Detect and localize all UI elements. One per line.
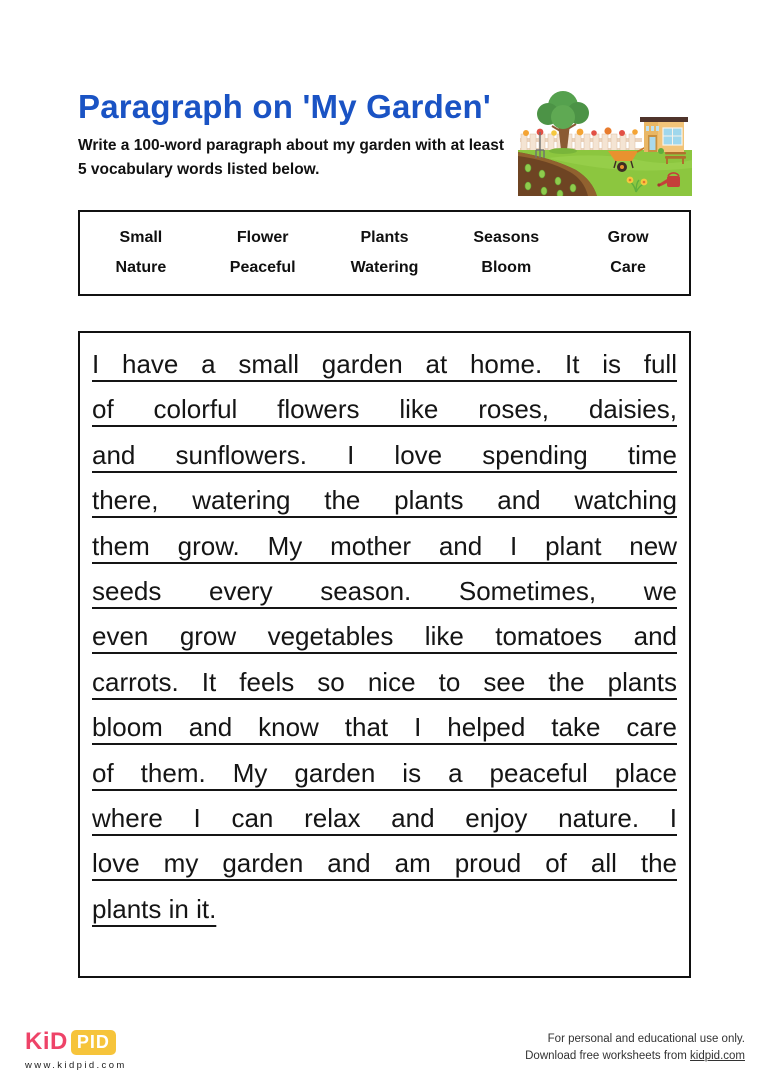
paragraph-line: carrots. It feels so nice to see the plants [92,666,677,697]
vocab-word: Grow [607,228,649,246]
vocab-word: Seasons [473,228,540,246]
paragraph-line: of colorful flowers like roses, daisies, [92,394,677,425]
paragraph-line: of them. My garden is a peaceful place [92,757,677,788]
usage-note-line-2 [525,1048,745,1065]
vocab-word: Nature [115,259,167,277]
logo-pid-badge: PID [71,1030,116,1055]
paragraph-line: there, watering the plants and watching [92,485,677,516]
paragraph-lines [92,342,677,932]
usage-note-line-1: For personal and educational use only. [547,1033,745,1045]
vocabulary-box [78,210,691,296]
kidpid-logo [25,1028,127,1071]
vocab-word: Bloom [481,259,532,277]
vocab-word: Care [610,259,646,277]
garden-scene-illustration [518,88,692,196]
paragraph-line: I have a small garden at home. It is full [92,349,677,379]
paragraph-line: them grow. My mother and I plant new [92,530,677,561]
kidpid-link[interactable]: kidpid.com [690,1049,745,1062]
paragraph-line: where I can relax and enjoy nature. I [92,803,677,834]
paragraph-line: bloom and know that I helped take care [92,712,677,743]
paragraph-line: even grow vegetables like tomatoes and [92,621,677,652]
logo-website-text: www.kidpid.com [25,1060,127,1071]
usage-note [525,1031,745,1064]
vocab-word: Plants [360,228,409,246]
vocabulary-row-2 [80,259,689,277]
logo-kid-text: KiD [25,1028,68,1055]
paragraph-line: plants in it. [92,893,217,924]
vocab-word: Small [119,228,163,246]
page-title: Paragraph on 'My Garden' [78,88,491,125]
instructions-line-2: 5 vocabulary words listed below. [78,161,320,178]
kidpid-logo-mark [25,1028,127,1056]
vocab-word: Peaceful [229,259,296,277]
vocabulary-row-1 [80,229,689,247]
paragraph-box [78,331,691,978]
house-icon [640,117,688,154]
instructions [78,134,530,182]
usage-note-line-2-text: Download free worksheets from [525,1049,691,1062]
paragraph-line: and sunflowers. I love spending time [92,439,677,470]
paragraph-line: love my garden and am proud of all the [92,848,677,879]
vocab-word: Flower [236,228,289,246]
instructions-line-1: Write a 100-word paragraph about my garden with at least [78,137,505,154]
vocab-word: Watering [350,259,419,277]
paragraph-line: seeds every season. Sometimes, we [92,576,677,607]
